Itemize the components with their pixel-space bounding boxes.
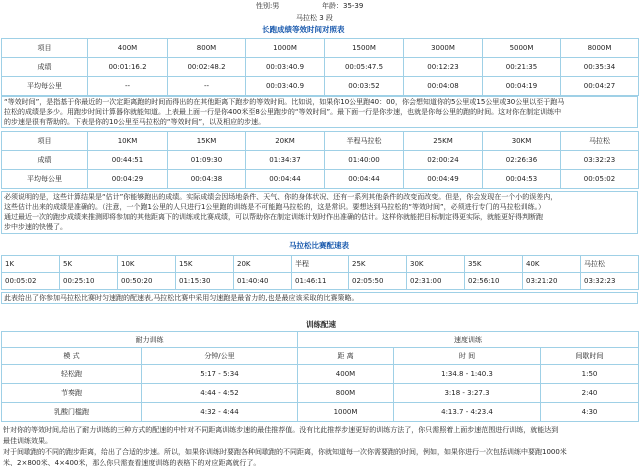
table-header-cell: 间歇时间 xyxy=(541,348,639,365)
table-row xyxy=(2,403,639,422)
table-cell: 成绩 xyxy=(2,151,88,170)
note-line: 步中步速的快慢了。 xyxy=(4,223,67,231)
table-header-cell: 10K xyxy=(118,256,176,273)
table-cell: 4:32 - 4:44 xyxy=(142,403,298,422)
table-header-row xyxy=(2,132,639,151)
note-line: 必须说明的是，这些计算结果是“估计”你能够跑出的成绩。实际成绩会因场地条件、天气、你的身体状况、还有一系列其他条件的改变而改变。但是，你会发现在一个小的误差内， xyxy=(4,193,558,201)
table-cell: 00:04:08 xyxy=(404,77,483,96)
table-cell: 00:21:35 xyxy=(483,58,561,77)
table-cell: 平均每公里 xyxy=(2,77,88,96)
table-cell: 00:03:40.9 xyxy=(246,58,325,77)
note-line: 这些估计出来的成绩是准确的。（注意，一个跑1公里的人只进行1公里跑的训练是不可能跑马拉松的，这是常识。要想达到马拉松的“等效时间”，必须进行专门的马拉松训练。） xyxy=(4,203,546,211)
table-header-cell: 15K xyxy=(176,256,234,273)
note-line: 的步速是很有帮助的。下表是你的10公里至马拉松的“等效时间”，以及相应的步速。 xyxy=(4,118,266,126)
note-estimate-accuracy xyxy=(1,191,638,234)
table-cell: 02:56:10 xyxy=(465,273,523,290)
table-header-row xyxy=(2,39,639,58)
table-cell: 03:21:20 xyxy=(523,273,581,290)
table-cell: 00:04:44 xyxy=(325,170,404,189)
note-equivalent-time xyxy=(1,96,638,128)
table-header-cell: 8000M xyxy=(561,39,639,58)
table-cell: 4:13.7 - 4:23.4 xyxy=(394,403,541,422)
table-cell: -- xyxy=(168,77,246,96)
table-header-cell: 5000M xyxy=(483,39,561,58)
training-pace-table xyxy=(1,331,639,422)
table4-title: 训练配速 xyxy=(306,320,336,329)
table-cell: 5:17 - 5:34 xyxy=(142,365,298,384)
table-cell: 2:40 xyxy=(541,384,639,403)
table-cell: 1:50 xyxy=(541,365,639,384)
table-header-cell: 40K xyxy=(523,256,581,273)
table-cell: 00:12:23 xyxy=(404,58,483,77)
table-row xyxy=(2,77,639,96)
table-cell: 00:04:49 xyxy=(404,170,483,189)
table-row xyxy=(2,58,639,77)
table-header-cell: 25K xyxy=(349,256,407,273)
speed-training-header: 速度训练 xyxy=(298,332,639,348)
table-header-cell: 20K xyxy=(234,256,292,273)
table-header-cell: 400M xyxy=(88,39,168,58)
table-cell: 00:50:20 xyxy=(118,273,176,290)
table-cell: 01:15:30 xyxy=(176,273,234,290)
table-cell: 乳酸门槛跑 xyxy=(2,403,142,422)
table-cell: 成绩 xyxy=(2,58,88,77)
table-cell: 03:32:23 xyxy=(581,273,639,290)
table-cell: 00:04:53 xyxy=(483,170,561,189)
table-cell: 轻松跑 xyxy=(2,365,142,384)
table-cell: 00:25:10 xyxy=(60,273,118,290)
table-cell: 01:46:11 xyxy=(292,273,349,290)
table-cell: 02:31:00 xyxy=(407,273,465,290)
note-line: 通过最近一次的跑步成绩来推测即将参加的其他距离下的训练或比赛成绩，可以帮助你在制定训练计划时作出准确的估计。这样你就能把目标制定得更实际，就能更好得判断跑 xyxy=(4,213,543,221)
equivalent-times-table-long xyxy=(1,131,639,189)
table1-title: 长跑成绩等效时间对照表 xyxy=(262,25,345,34)
table-row xyxy=(2,384,639,403)
equivalent-times-table-short xyxy=(1,38,639,96)
note-marathon-strategy xyxy=(1,292,638,304)
table-cell: 02:00:24 xyxy=(404,151,483,170)
table-cell: 00:04:19 xyxy=(483,77,561,96)
table-header-cell: 1K xyxy=(2,256,60,273)
table-cell: 00:05:02 xyxy=(561,170,639,189)
table-cell: 00:05:47.5 xyxy=(325,58,404,77)
note-training-pace xyxy=(1,425,638,471)
table-header-row xyxy=(2,348,639,365)
note-line: 针对你的等效时间,给出了耐力训练的三种方式的配速的中针对不同距离训练步速的最佳推荐值。没有比此推荐步速更好的训练方法了，你只需照着上面步速范围进行训练，就能达到 xyxy=(3,426,559,434)
table-header-cell: 25KM xyxy=(404,132,483,151)
table-cell: 01:09:30 xyxy=(168,151,246,170)
table-cell: 1000M xyxy=(298,403,394,422)
table-cell: 02:05:50 xyxy=(349,273,407,290)
table-header-cell: 800M xyxy=(168,39,246,58)
level-label: 马拉松 3 段 xyxy=(296,14,333,22)
note-line: 对于间歇跑的不同的跑步距离，给出了合适的步速。所以，如果你训练时要跑各种间歇跑的不同距离，你就知道每一次你需要跑的时间，例如，如果你进行一次包括训练中要跑1000米 xyxy=(3,448,567,456)
table-header-cell: 项目 xyxy=(2,132,88,151)
table-cell: 01:34:37 xyxy=(246,151,325,170)
table-cell: 00:05:02 xyxy=(2,273,60,290)
table-header-cell: 15KM xyxy=(168,132,246,151)
table-row xyxy=(2,273,639,290)
table-row xyxy=(2,151,639,170)
note-line: 拉松的成绩是多少。用跑步时间计算器你就能知道。上表最上面一行是你400米至8公里跑步的“等效时间”。最下面一行是你步速，也就是你每公里的跑的时间。这对你在制定训练中 xyxy=(4,108,562,116)
note-line: “等效时间”，是指基于你最近的一次定距离跑的时间而得出的在其他距离下跑步的等效时间。比如说，如果你10公里跑40：00，你会想知道你的5公里或15公里或30公里以至于跑马 xyxy=(4,98,565,106)
table-cell: 00:04:29 xyxy=(88,170,168,189)
table-header-cell: 35K xyxy=(465,256,523,273)
table-header-cell: 半程 xyxy=(292,256,349,273)
table-cell: 01:40:40 xyxy=(234,273,292,290)
table-header-cell: 10KM xyxy=(88,132,168,151)
table-cell: 00:04:38 xyxy=(168,170,246,189)
table-cell: 4:30 xyxy=(541,403,639,422)
table-header-cell: 马拉松 xyxy=(581,256,639,273)
table-header-cell: 5K xyxy=(60,256,118,273)
table-header-cell: 3000M xyxy=(404,39,483,58)
note-line: 此表给出了你参加马拉松比赛时匀速跑的配速表,马拉松比赛中采用匀速跑是最省力的,也是最应该采取的比赛策略。 xyxy=(4,294,359,302)
table-cell: 1:34.8 - 1:40.3 xyxy=(394,365,541,384)
table-cell: 平均每公里 xyxy=(2,170,88,189)
table-cell: 03:32:23 xyxy=(561,151,639,170)
gender-label: 性别:男 xyxy=(256,2,280,10)
table-cell: 02:26:36 xyxy=(483,151,561,170)
table-cell: 00:04:44 xyxy=(246,170,325,189)
table-header-cell: 模 式 xyxy=(2,348,142,365)
table-header-cell: 1000M xyxy=(246,39,325,58)
table-header-cell: 半程马拉松 xyxy=(325,132,404,151)
marathon-pace-table xyxy=(1,255,639,290)
table-header-cell: 项目 xyxy=(2,39,88,58)
table-header-cell: 时 间 xyxy=(394,348,541,365)
note-line: 最佳训练效果。 xyxy=(3,437,52,445)
table-cell: 00:01:16.2 xyxy=(88,58,168,77)
table-cell: 00:35:34 xyxy=(561,58,639,77)
table-cell: 4:44 - 4:52 xyxy=(142,384,298,403)
table-cell: 00:04:27 xyxy=(561,77,639,96)
table-header-cell: 距 离 xyxy=(298,348,394,365)
table-header-cell: 分钟/公里 xyxy=(142,348,298,365)
table-header-cell: 30K xyxy=(407,256,465,273)
table-header-cell: 20KM xyxy=(246,132,325,151)
table-cell: 00:03:40.9 xyxy=(246,77,325,96)
table3-title: 马拉松比赛配速表 xyxy=(289,241,349,250)
endurance-training-header: 耐力训练 xyxy=(2,332,298,348)
table-row xyxy=(2,170,639,189)
table-cell: 400M xyxy=(298,365,394,384)
table-header-cell: 马拉松 xyxy=(561,132,639,151)
table-group-header-row xyxy=(2,332,639,348)
table-row xyxy=(2,365,639,384)
table-header-cell: 30KM xyxy=(483,132,561,151)
table-cell: 节奏跑 xyxy=(2,384,142,403)
table-cell: -- xyxy=(88,77,168,96)
note-line: 米、2×800米、4×400米，那么你只需查看速度训练的表格下的对应距离就行了。 xyxy=(3,459,261,467)
table-cell: 3:18 - 3:27.3 xyxy=(394,384,541,403)
table-header-cell: 1500M xyxy=(325,39,404,58)
table-header-row xyxy=(2,256,639,273)
table-cell: 00:44:51 xyxy=(88,151,168,170)
age-label: 年龄：35-39 xyxy=(322,2,364,10)
table-cell: 800M xyxy=(298,384,394,403)
table-cell: 00:02:48.2 xyxy=(168,58,246,77)
table-cell: 01:40:00 xyxy=(325,151,404,170)
table-cell: 00:03:52 xyxy=(325,77,404,96)
